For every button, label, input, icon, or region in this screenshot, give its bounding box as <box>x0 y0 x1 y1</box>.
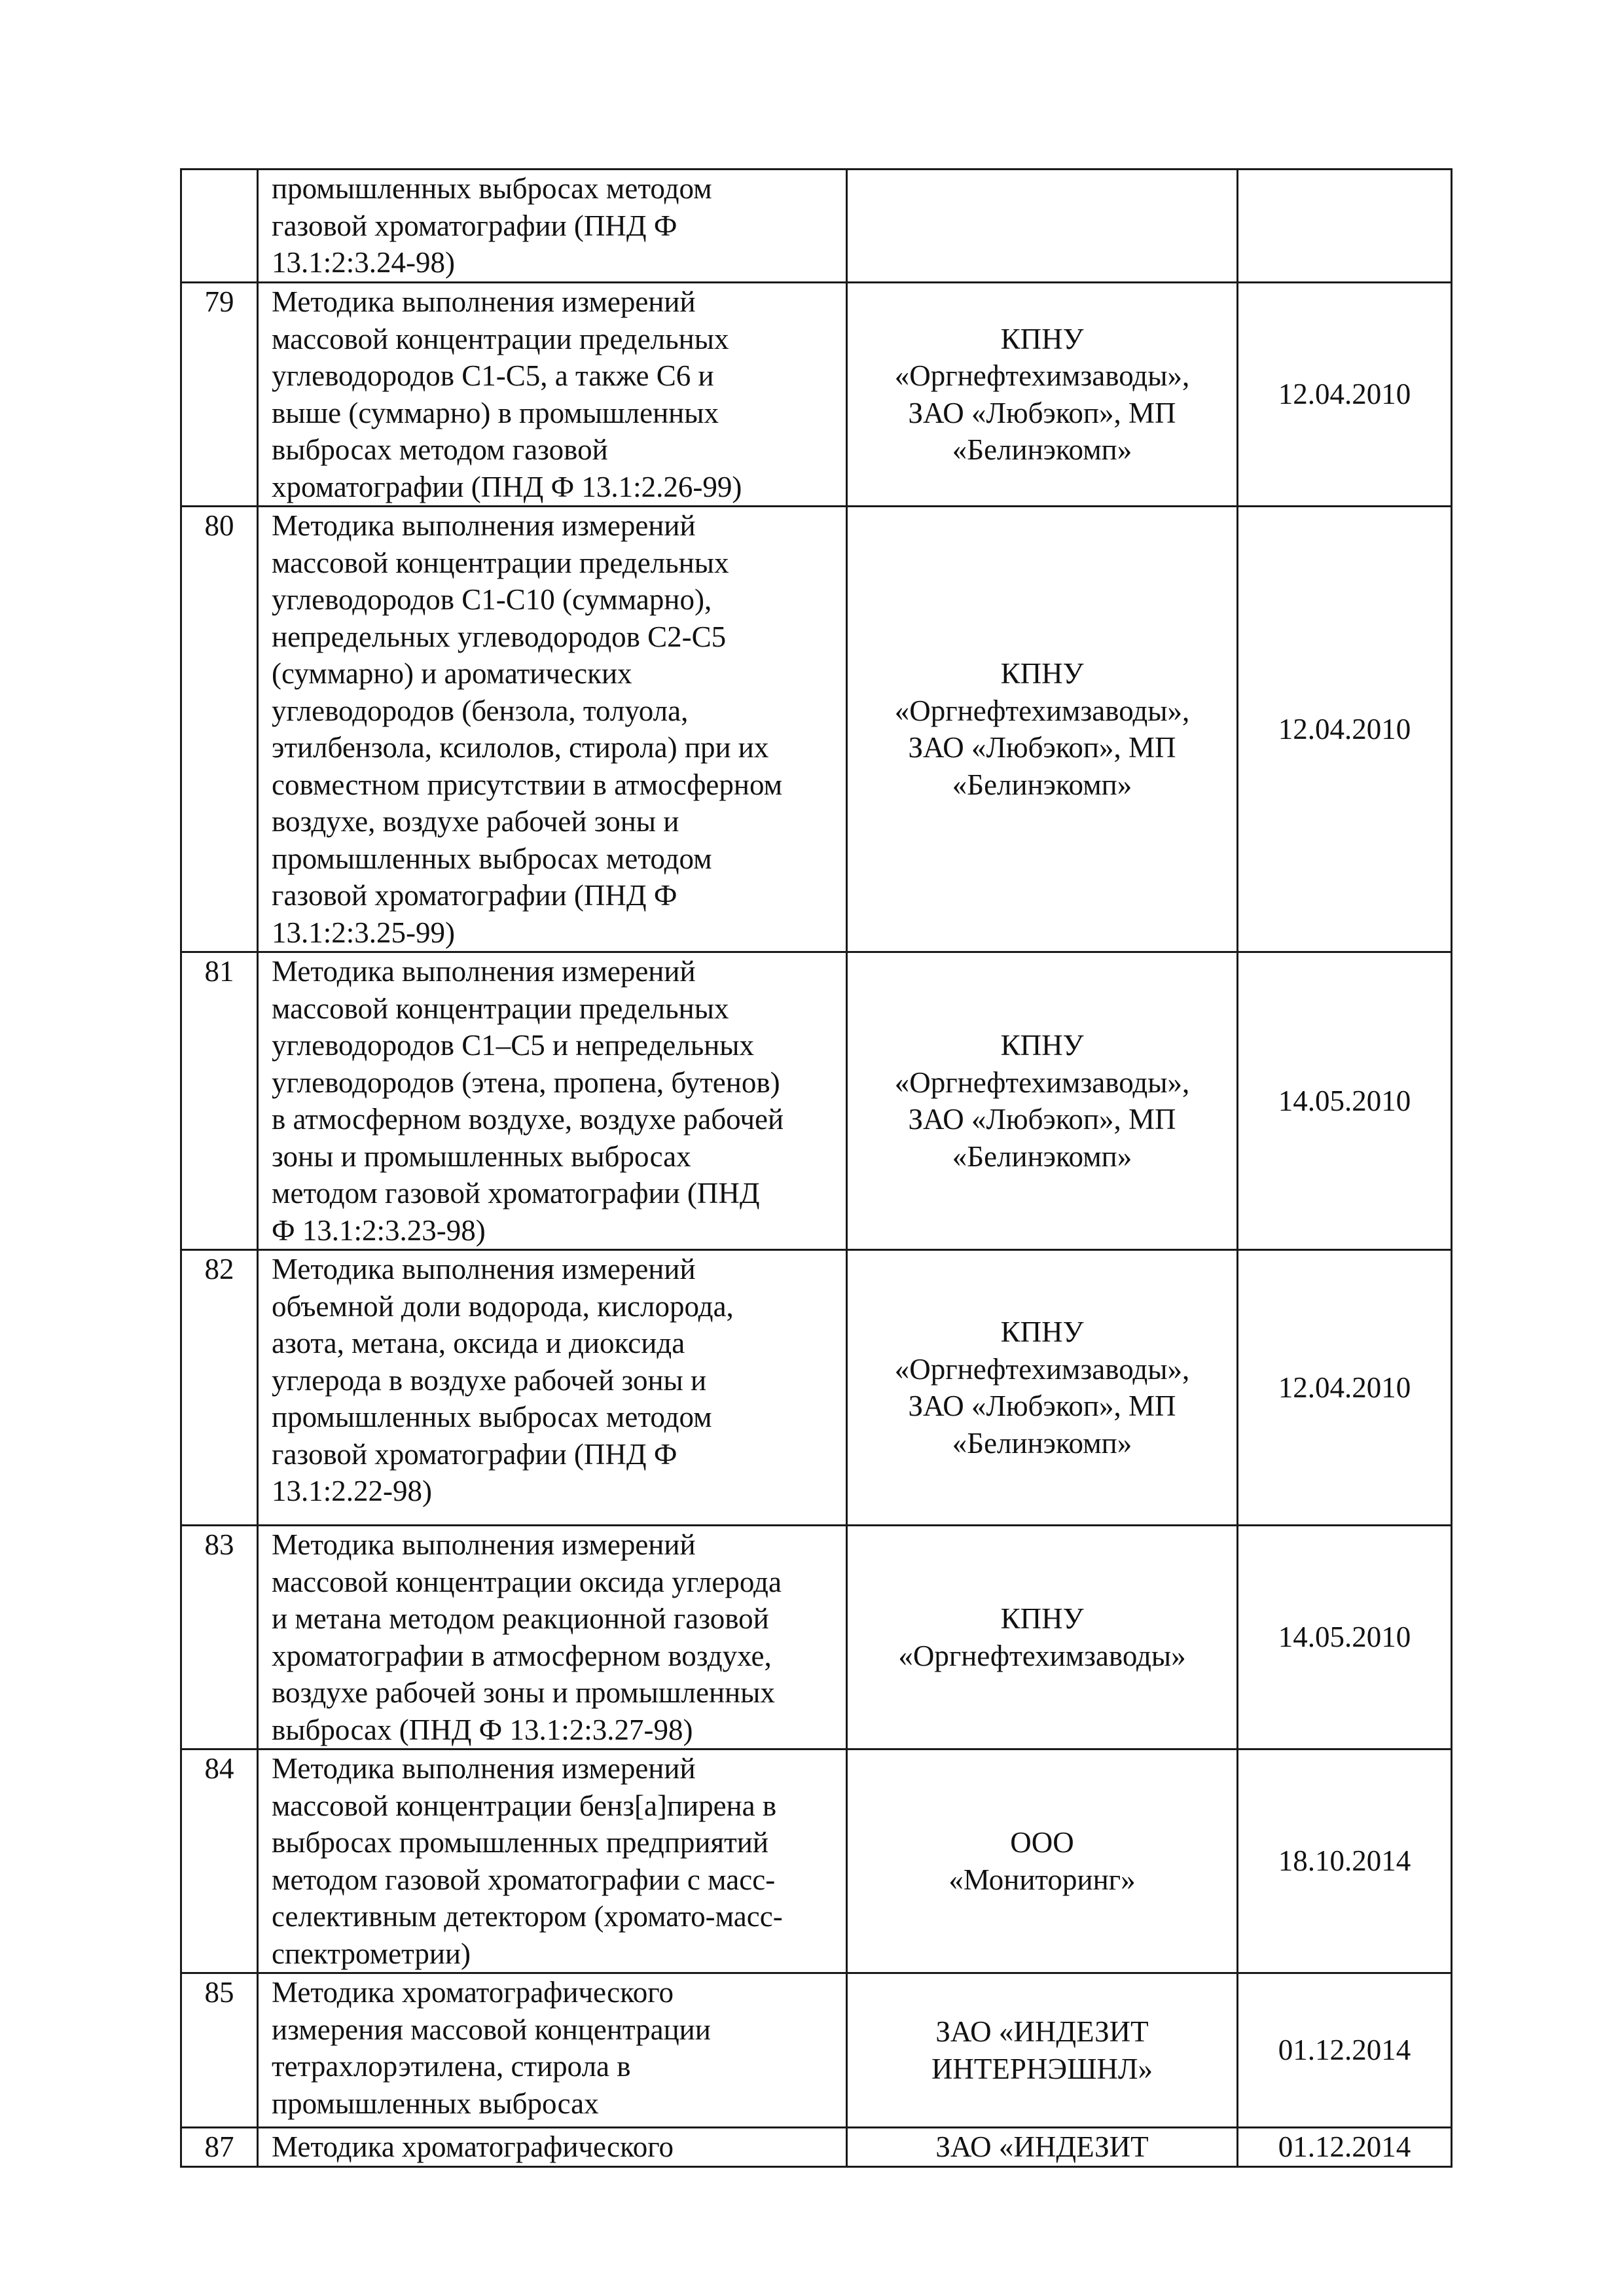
developer-org-cell <box>847 170 1238 283</box>
developer-org-line: «Оргнефтехимзаводы», <box>894 1066 1190 1099</box>
row-number: 82 <box>181 1250 258 1526</box>
method-title-cell <box>258 1749 847 1973</box>
developer-org-line: ООО <box>1010 1826 1074 1859</box>
method-title-line: объемной доли водорода, кислорода, <box>272 1289 734 1323</box>
method-title-line: газовой хроматографии (ПНД Ф <box>272 1437 677 1471</box>
method-title-line: воздухе, воздухе рабочей зоны и <box>272 805 679 838</box>
developer-org-cell <box>847 952 1238 1250</box>
method-title-line: выбросах методом газовой <box>272 433 608 466</box>
row-number: 80 <box>181 507 258 952</box>
table-row <box>181 1250 1452 1526</box>
developer-org-line: «Мониторинг» <box>948 1863 1136 1896</box>
methods-table <box>180 168 1453 2168</box>
approval-date: 18.10.2014 <box>1238 1749 1452 1973</box>
approval-date: 12.04.2010 <box>1238 1250 1452 1526</box>
method-title-line: массовой концентрации бенз[а]пирена в <box>272 1789 777 1822</box>
table-row <box>181 952 1452 1250</box>
approval-date: 12.04.2010 <box>1238 507 1452 952</box>
developer-org-line: КПНУ <box>1000 657 1084 690</box>
method-title-cell <box>258 283 847 507</box>
method-title-cell <box>258 1526 847 1749</box>
developer-org-line: ЗАО «Любэкоп», МП <box>908 1390 1176 1422</box>
developer-org-cell <box>847 1250 1238 1526</box>
developer-org-cell <box>847 1973 1238 2128</box>
method-title-line: выше (суммарно) в промышленных <box>272 396 719 429</box>
developer-org-line: КПНУ <box>1000 1602 1084 1635</box>
method-title-line: методом газовой хроматографии (ПНД <box>272 1177 760 1210</box>
row-number: 81 <box>181 952 258 1250</box>
row-number: 79 <box>181 283 258 507</box>
row-number <box>181 170 258 283</box>
method-title-line: совместном присутствии в атмосферном <box>272 768 783 801</box>
method-title-cell <box>258 170 847 283</box>
developer-org-line: ЗАО «ИНДЕЗИТ <box>935 2130 1149 2163</box>
developer-org-cell <box>847 507 1238 952</box>
method-title-line: Методика выполнения измерений <box>272 1752 696 1785</box>
developer-org-line: КПНУ <box>1000 1029 1084 1062</box>
method-title-line: тетрахлорэтилена, стирола в <box>272 2050 631 2083</box>
row-number: 87 <box>181 2128 258 2167</box>
method-title-line: массовой концентрации предельных <box>272 992 729 1025</box>
method-title-line: 13.1:2.22-98) <box>272 1475 432 1507</box>
method-title-line: методом газовой хроматографии с масс- <box>272 1863 776 1896</box>
method-title-line: измерения массовой концентрации <box>272 2013 711 2046</box>
developer-org-cell <box>847 1749 1238 1973</box>
developer-org-line: ЗАО «Любэкоп», МП <box>908 1103 1176 1136</box>
method-title-line: массовой концентрации предельных <box>272 546 729 579</box>
developer-org-line: ИНТЕРНЭШНЛ» <box>931 2052 1153 2085</box>
developer-org-line: «Белинэкомп» <box>952 1139 1132 1173</box>
developer-org-cell <box>847 2128 1238 2167</box>
method-title-cell <box>258 952 847 1250</box>
method-title-line: зоны и промышленных выбросах <box>272 1139 691 1173</box>
method-title-line: углеводородов (бензола, толуола, <box>272 694 689 727</box>
approval-date: 01.12.2014 <box>1238 2128 1452 2167</box>
table-row <box>181 507 1452 952</box>
method-title-line: массовой концентрации предельных <box>272 322 729 355</box>
method-title-cell <box>258 2128 847 2167</box>
method-title-line: Методика выполнения измерений <box>272 1528 696 1561</box>
table-row <box>181 170 1452 283</box>
developer-org-line: «Оргнефтехимзаводы» <box>898 1639 1186 1672</box>
developer-org-line: КПНУ <box>1000 1316 1084 1348</box>
method-title-line: Методика выполнения измерений <box>272 509 696 542</box>
developer-org-line: ЗАО «Любэкоп», МП <box>908 731 1176 764</box>
row-number: 84 <box>181 1749 258 1973</box>
method-title-line: Методика выполнения измерений <box>272 1253 696 1285</box>
developer-org-cell <box>847 283 1238 507</box>
methods-table-body <box>181 170 1452 2167</box>
method-title-line: выбросах (ПНД Ф 13.1:2:3.27-98) <box>272 1713 693 1746</box>
method-title-line: воздухе рабочей зоны и промышленных <box>272 1676 775 1709</box>
method-title-line: и метана методом реакционной газовой <box>272 1602 769 1635</box>
developer-org-line: «Белинэкомп» <box>952 433 1132 466</box>
table-row <box>181 1973 1452 2128</box>
method-title-line: непредельных углеводородов С2-С5 <box>272 620 727 653</box>
method-title-cell <box>258 507 847 952</box>
developer-org-line: КПНУ <box>1000 322 1084 355</box>
method-title-line: (суммарно) и ароматических <box>272 657 632 690</box>
method-title-line: Ф 13.1:2:3.23-98) <box>272 1213 486 1247</box>
developer-org-line: «Оргнефтехимзаводы», <box>894 1352 1190 1386</box>
method-title-cell <box>258 1973 847 2128</box>
method-title-line: Методика хроматографического <box>272 2130 674 2163</box>
method-title-line: хроматографии (ПНД Ф 13.1:2.26-99) <box>272 470 742 503</box>
developer-org-line: ЗАО «Любэкоп», МП <box>908 396 1176 429</box>
method-title-line: Методика выполнения измерений <box>272 285 696 318</box>
approval-date: 12.04.2010 <box>1238 283 1452 507</box>
method-title-line: селективным детектором (хромато-масс- <box>272 1900 783 1933</box>
method-title-line: массовой концентрации оксида углерода <box>272 1565 782 1598</box>
method-title-line: промышленных выбросах методом <box>272 172 712 205</box>
method-title-line: азота, метана, оксида и диоксида <box>272 1327 685 1359</box>
method-title-line: Методика выполнения измерений <box>272 955 696 988</box>
method-title-cell <box>258 1250 847 1526</box>
table-row <box>181 1526 1452 1749</box>
method-title-line: выбросах промышленных предприятий <box>272 1826 768 1859</box>
approval-date: 14.05.2010 <box>1238 1526 1452 1749</box>
approval-date <box>1238 170 1452 283</box>
method-title-line: в атмосферном воздухе, воздухе рабочей <box>272 1103 784 1136</box>
developer-org-cell <box>847 1526 1238 1749</box>
method-title-line: углеводородов (этена, пропена, бутенов) <box>272 1066 780 1099</box>
developer-org-line: ЗАО «ИНДЕЗИТ <box>935 2015 1149 2048</box>
table-row <box>181 283 1452 507</box>
method-title-line: Методика хроматографического <box>272 1976 674 2009</box>
approval-date: 14.05.2010 <box>1238 952 1452 1250</box>
table-row <box>181 2128 1452 2167</box>
method-title-line: спектрометрии) <box>272 1937 471 1970</box>
row-number: 83 <box>181 1526 258 1749</box>
method-title-line: углеводородов С1–С5 и непредельных <box>272 1029 755 1062</box>
method-title-line: углеводородов С1-С10 (суммарно), <box>272 583 712 616</box>
method-title-line: углерода в воздухе рабочей зоны и <box>272 1363 707 1397</box>
method-title-line: 13.1:2:3.24-98) <box>272 246 455 279</box>
method-title-line: промышленных выбросах <box>272 2087 599 2120</box>
method-title-line: 13.1:2:3.25-99) <box>272 916 455 949</box>
method-title-line: промышленных выбросах методом <box>272 1401 712 1433</box>
method-title-line: этилбензола, ксилолов, стирола) при их <box>272 731 769 764</box>
row-number: 85 <box>181 1973 258 2128</box>
approval-date: 01.12.2014 <box>1238 1973 1452 2128</box>
table-row <box>181 1749 1452 1973</box>
method-title-line: хроматографии в атмосферном воздухе, <box>272 1639 772 1672</box>
method-title-line: газовой хроматографии (ПНД Ф <box>272 879 677 912</box>
developer-org-line: «Белинэкомп» <box>952 1426 1132 1460</box>
method-title-line: углеводородов С1-С5, а также С6 и <box>272 359 714 392</box>
method-title-line: газовой хроматографии (ПНД Ф <box>272 209 677 242</box>
developer-org-line: «Оргнефтехимзаводы», <box>894 694 1190 727</box>
method-title-line: промышленных выбросах методом <box>272 842 712 875</box>
developer-org-line: «Белинэкомп» <box>952 768 1132 801</box>
developer-org-line: «Оргнефтехимзаводы», <box>894 359 1190 392</box>
